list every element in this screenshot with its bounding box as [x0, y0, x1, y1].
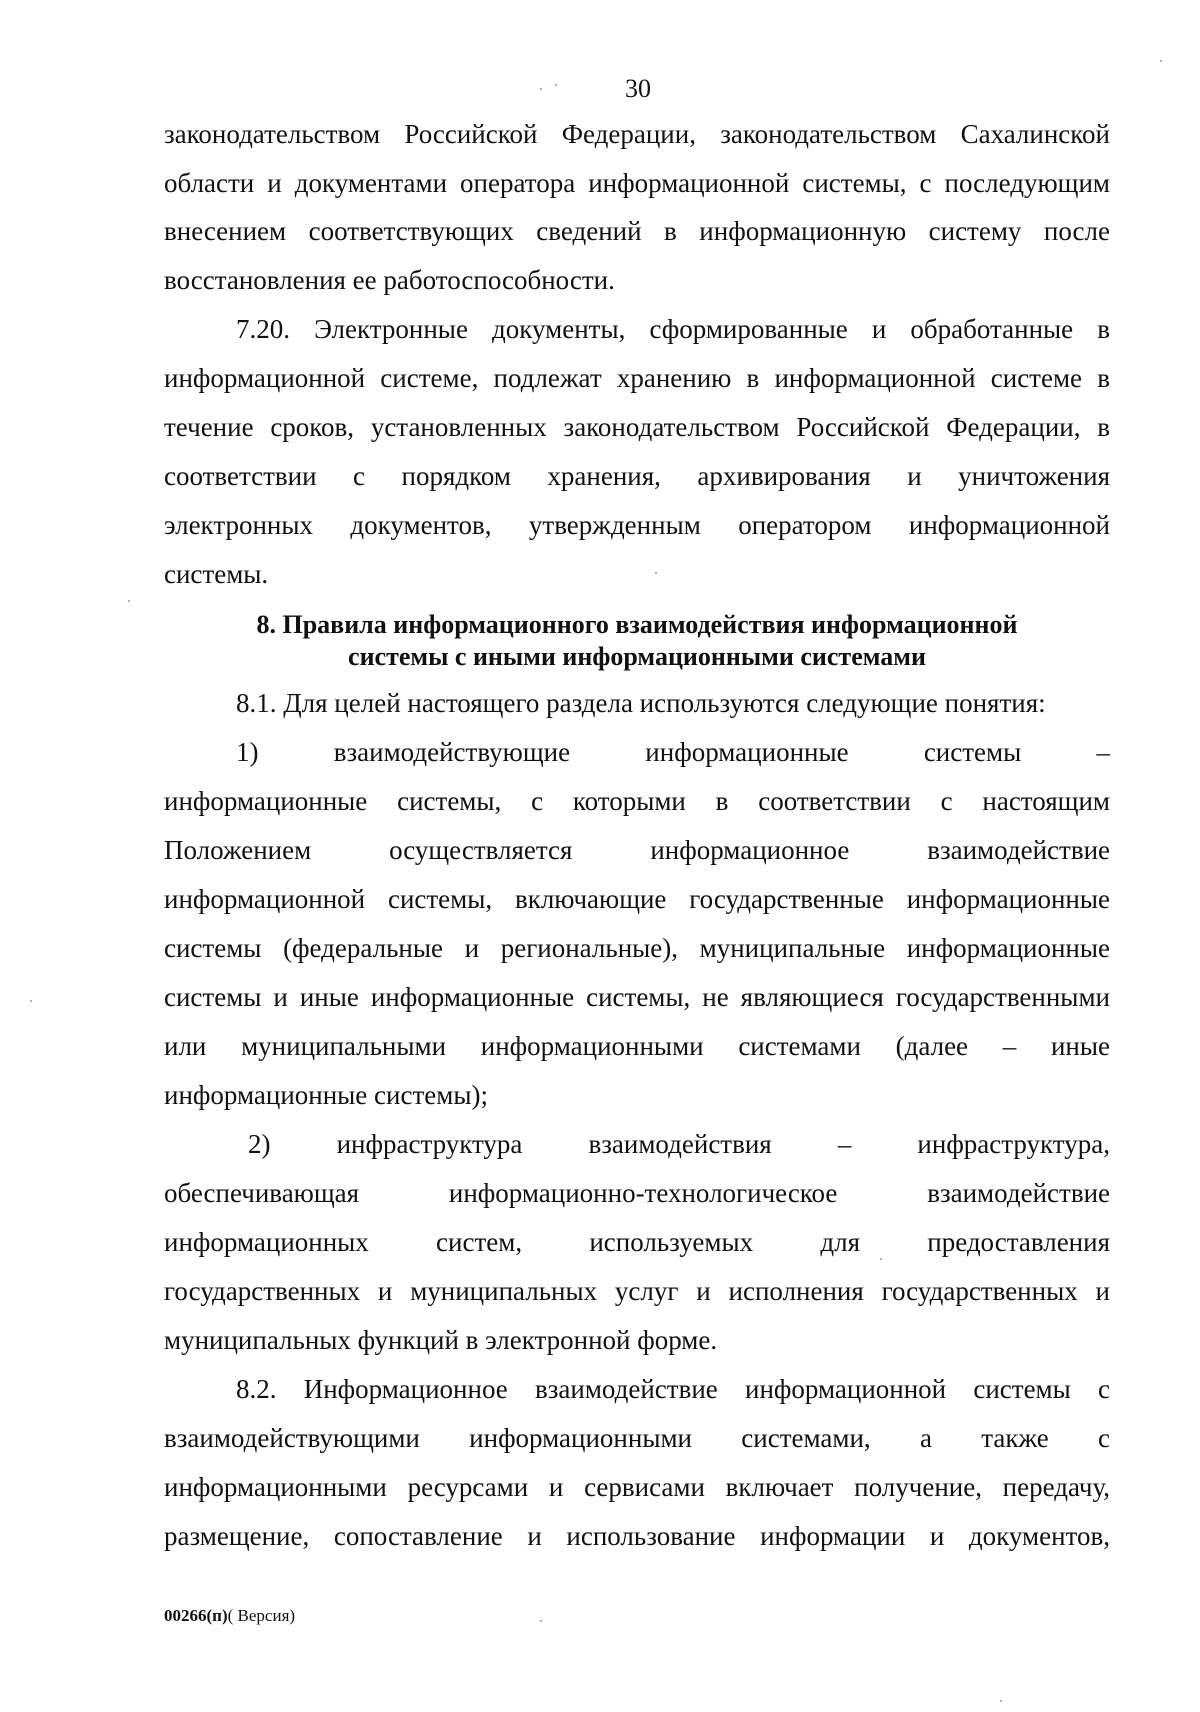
text-line: системы.	[164, 559, 269, 589]
text-line: системы и иные информационные системы, не являющиеся государственными	[164, 982, 1110, 1012]
text-line: обеспечивающая информационно-технологическое взаимодействие	[164, 1178, 1110, 1208]
text-line: области и документами оператора информационной системы, с последующим	[164, 168, 1110, 198]
text-line: восстановления ее работоспособности.	[164, 265, 615, 295]
text-line: 7.20. Электронные документы, сформированные и обработанные в	[236, 314, 1110, 344]
section-heading: системы с иными информационными системами	[348, 642, 926, 671]
scan-speck	[1000, 1700, 1002, 1702]
document-code: 00266(п)	[164, 1606, 228, 1625]
text-line: 8.2. Информационное взаимодействие информационной системы с	[236, 1374, 1110, 1404]
text-line: законодательством Российской Федерации, законодательством Сахалинской	[164, 119, 1110, 149]
scan-speck	[540, 1620, 542, 1622]
page-number: 30	[625, 74, 651, 103]
document-version: ( Версия)	[227, 1606, 296, 1625]
text-line: муниципальных функций в электронной форме.	[164, 1325, 718, 1355]
text-line: информационными ресурсами и сервисами включает получение, передачу,	[164, 1472, 1110, 1502]
text-line: взаимодействующими информационными системами, а также с	[164, 1423, 1110, 1453]
text-line: соответствии с порядком хранения, архивирования и уничтожения	[164, 461, 1110, 491]
text-line: 2) инфраструктура взаимодействия – инфраструктура,	[248, 1129, 1110, 1159]
document-footer	[164, 1605, 295, 1627]
text-line: информационных систем, используемых для предоставления	[164, 1227, 1110, 1257]
text-line: 8.1. Для целей настоящего раздела используются следующие понятия:	[236, 688, 1046, 718]
text-line: внесением соответствующих сведений в информационную систему после	[164, 216, 1110, 246]
text-line: размещение, сопоставление и использование информации и документов,	[164, 1521, 1110, 1551]
text-line: или муниципальными информационными системами (далее – иные	[164, 1031, 1110, 1061]
scan-speck	[655, 572, 657, 574]
text-line: информационной системе, подлежат хранению в информационной системе в	[164, 363, 1110, 393]
scan-speck	[555, 84, 557, 86]
section-heading: 8. Правила информационного взаимодействия информационной	[256, 610, 1018, 639]
scan-speck	[1160, 60, 1162, 62]
text-line: государственных и муниципальных услуг и исполнения государственных и	[164, 1276, 1110, 1306]
scan-speck	[128, 600, 130, 602]
scan-speck	[880, 1258, 882, 1260]
scan-speck	[540, 88, 542, 90]
text-line: информационные системы);	[164, 1080, 488, 1110]
text-line: 1) взаимодействующие информационные системы –	[236, 737, 1110, 767]
text-line: системы (федеральные и региональные), муниципальные информационные	[164, 933, 1110, 963]
text-line: электронных документов, утвержденным оператором информационной	[164, 510, 1110, 540]
text-line: течение сроков, установленных законодательством Российской Федерации, в	[164, 412, 1110, 442]
scan-speck	[30, 1000, 32, 1002]
text-line: информационной системы, включающие государственные информационные	[164, 884, 1110, 914]
text-line: Положением осуществляется информационное взаимодействие	[164, 835, 1110, 865]
text-line: информационные системы, с которыми в соответствии с настоящим	[164, 786, 1110, 816]
